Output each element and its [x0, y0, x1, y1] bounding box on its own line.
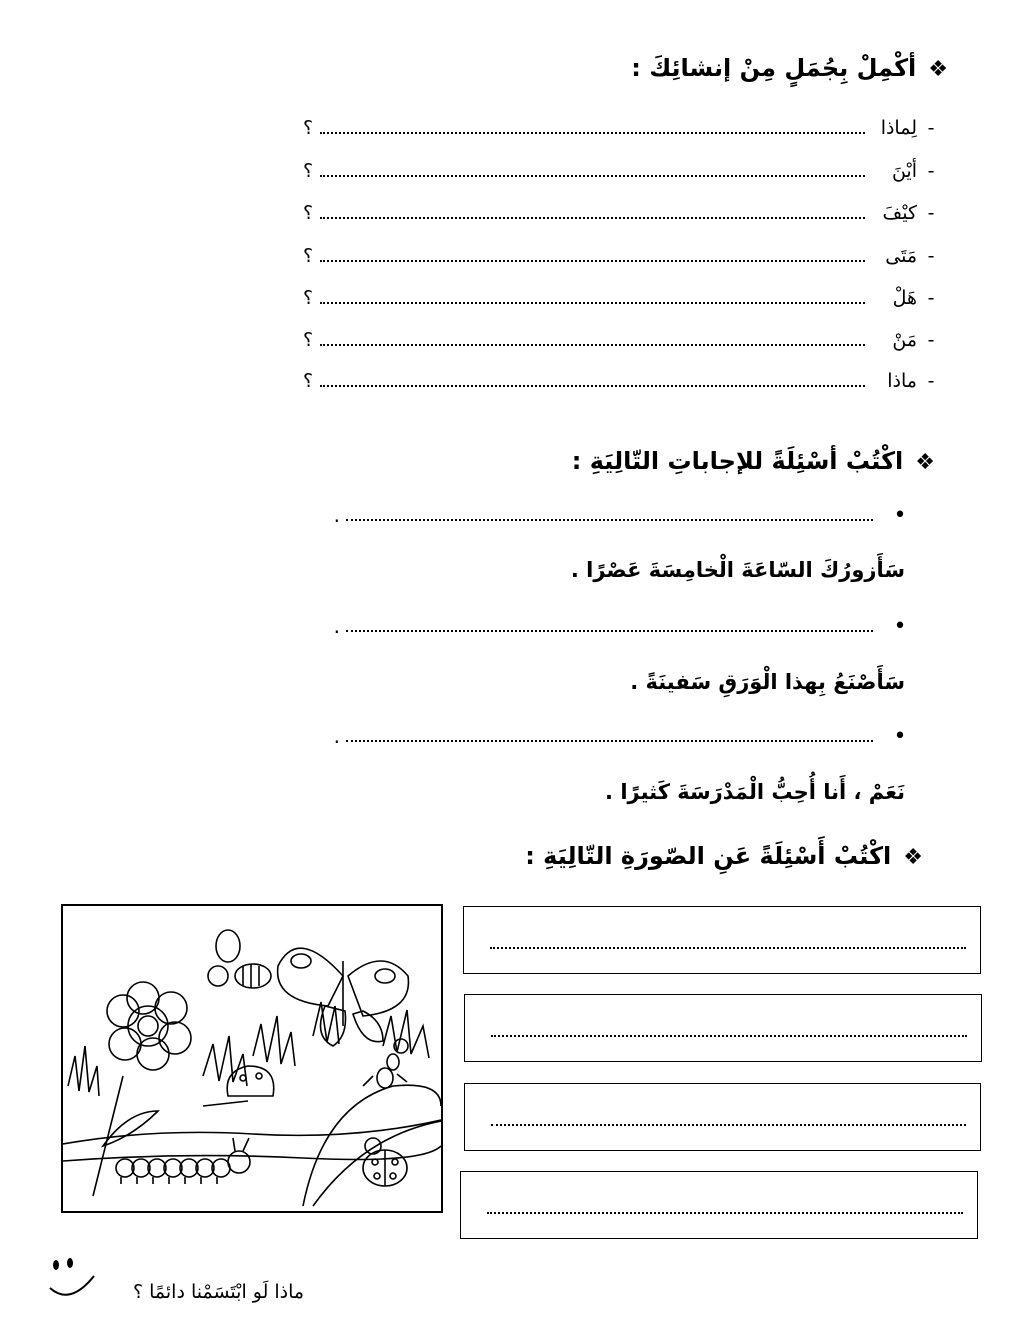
answer-line[interactable] — [491, 1124, 966, 1126]
section3-title: اكْتُبْ أَسْئِلَةً عَنِ الصّورَةِ التّالِيَةِ : — [525, 842, 892, 870]
dash: - — [927, 329, 935, 351]
period: . — [333, 614, 340, 638]
question-mark: ؟ — [302, 245, 314, 267]
garden-scene-icon — [63, 906, 441, 1211]
picture-question-box-3[interactable] — [464, 1083, 981, 1151]
question-line-3[interactable] — [330, 721, 915, 751]
section2-heading — [572, 447, 935, 475]
given-answer-3: نَعَمْ ، أَنا أُحِبُّ الْمَدْرَسَةَ كَثيرًا . — [605, 780, 905, 804]
picture-question-box-4[interactable] — [460, 1171, 978, 1239]
question-mark: ؟ — [302, 160, 314, 182]
answer-line[interactable] — [490, 947, 966, 949]
question-row-7[interactable] — [300, 366, 945, 396]
bullet-icon: • — [893, 613, 907, 639]
period: . — [333, 503, 340, 527]
answer-line[interactable] — [320, 122, 865, 134]
question-row-6[interactable] — [300, 325, 945, 355]
answer-line[interactable] — [320, 334, 865, 346]
section1-heading — [631, 54, 948, 82]
question-word: هَلْ — [892, 287, 917, 309]
answer-line[interactable] — [320, 165, 865, 177]
question-mark: ؟ — [302, 287, 314, 309]
dash: - — [927, 287, 935, 309]
answer-line[interactable] — [320, 207, 865, 219]
dash: - — [927, 245, 935, 267]
question-mark: ؟ — [302, 329, 314, 351]
diamond-bullet-icon: ❖ — [928, 57, 948, 82]
bullet-icon: • — [893, 502, 907, 528]
question-word: مَتَى — [885, 245, 917, 267]
smiley-face-icon — [48, 1254, 100, 1302]
question-mark: ؟ — [302, 117, 314, 139]
answer-line[interactable] — [491, 1035, 967, 1037]
answer-line[interactable] — [346, 730, 873, 742]
question-word: أيْنَ — [891, 160, 917, 182]
answer-line[interactable] — [320, 292, 865, 304]
bullet-icon: • — [893, 723, 907, 749]
question-row-5[interactable] — [300, 283, 945, 313]
question-mark: ؟ — [302, 370, 314, 392]
dash: - — [927, 117, 935, 139]
question-row-1[interactable] — [300, 113, 945, 143]
given-answer-2: سَأَصْنَعُ بِهذا الْوَرَقِ سَفينَةً . — [630, 670, 905, 694]
question-word: لِماذا — [880, 117, 917, 139]
period: . — [333, 724, 340, 748]
question-line-2[interactable] — [330, 611, 915, 641]
section1-title: أكْمِلْ بِجُمَلٍ مِنْ إنشائِكَ : — [631, 54, 917, 82]
given-answer-1: سَأَزورُكَ السّاعَةَ الْخامِسَةَ عَصْرًا . — [570, 558, 905, 582]
picture-question-box-1[interactable] — [463, 906, 981, 974]
footer-text: ماذا لَو ابْتَسَمْنا دائمًا ؟ — [133, 1281, 305, 1303]
section2-title: اكْتُبْ أسْئِلَةً للإجاباتِ التّالِيَةِ : — [571, 447, 904, 475]
answer-line[interactable] — [346, 620, 873, 632]
question-word: مَنْ — [892, 329, 917, 351]
question-row-4[interactable] — [300, 241, 945, 271]
section3-heading — [525, 842, 923, 870]
question-word: كيْفَ — [882, 202, 917, 224]
dash: - — [927, 160, 935, 182]
question-row-3[interactable] — [300, 198, 945, 228]
answer-line[interactable] — [320, 250, 865, 262]
dash: - — [927, 370, 935, 392]
question-mark: ؟ — [302, 202, 314, 224]
question-line-1[interactable] — [330, 500, 915, 530]
answer-line[interactable] — [346, 509, 873, 521]
diamond-bullet-icon: ❖ — [903, 845, 923, 870]
diamond-bullet-icon: ❖ — [915, 450, 935, 475]
dash: - — [927, 202, 935, 224]
picture-question-box-2[interactable] — [464, 994, 982, 1062]
question-row-2[interactable] — [300, 156, 945, 186]
garden-insects-illustration — [61, 904, 443, 1213]
answer-line[interactable] — [487, 1212, 963, 1214]
question-word: ماذا — [887, 370, 917, 392]
answer-line[interactable] — [320, 375, 865, 387]
